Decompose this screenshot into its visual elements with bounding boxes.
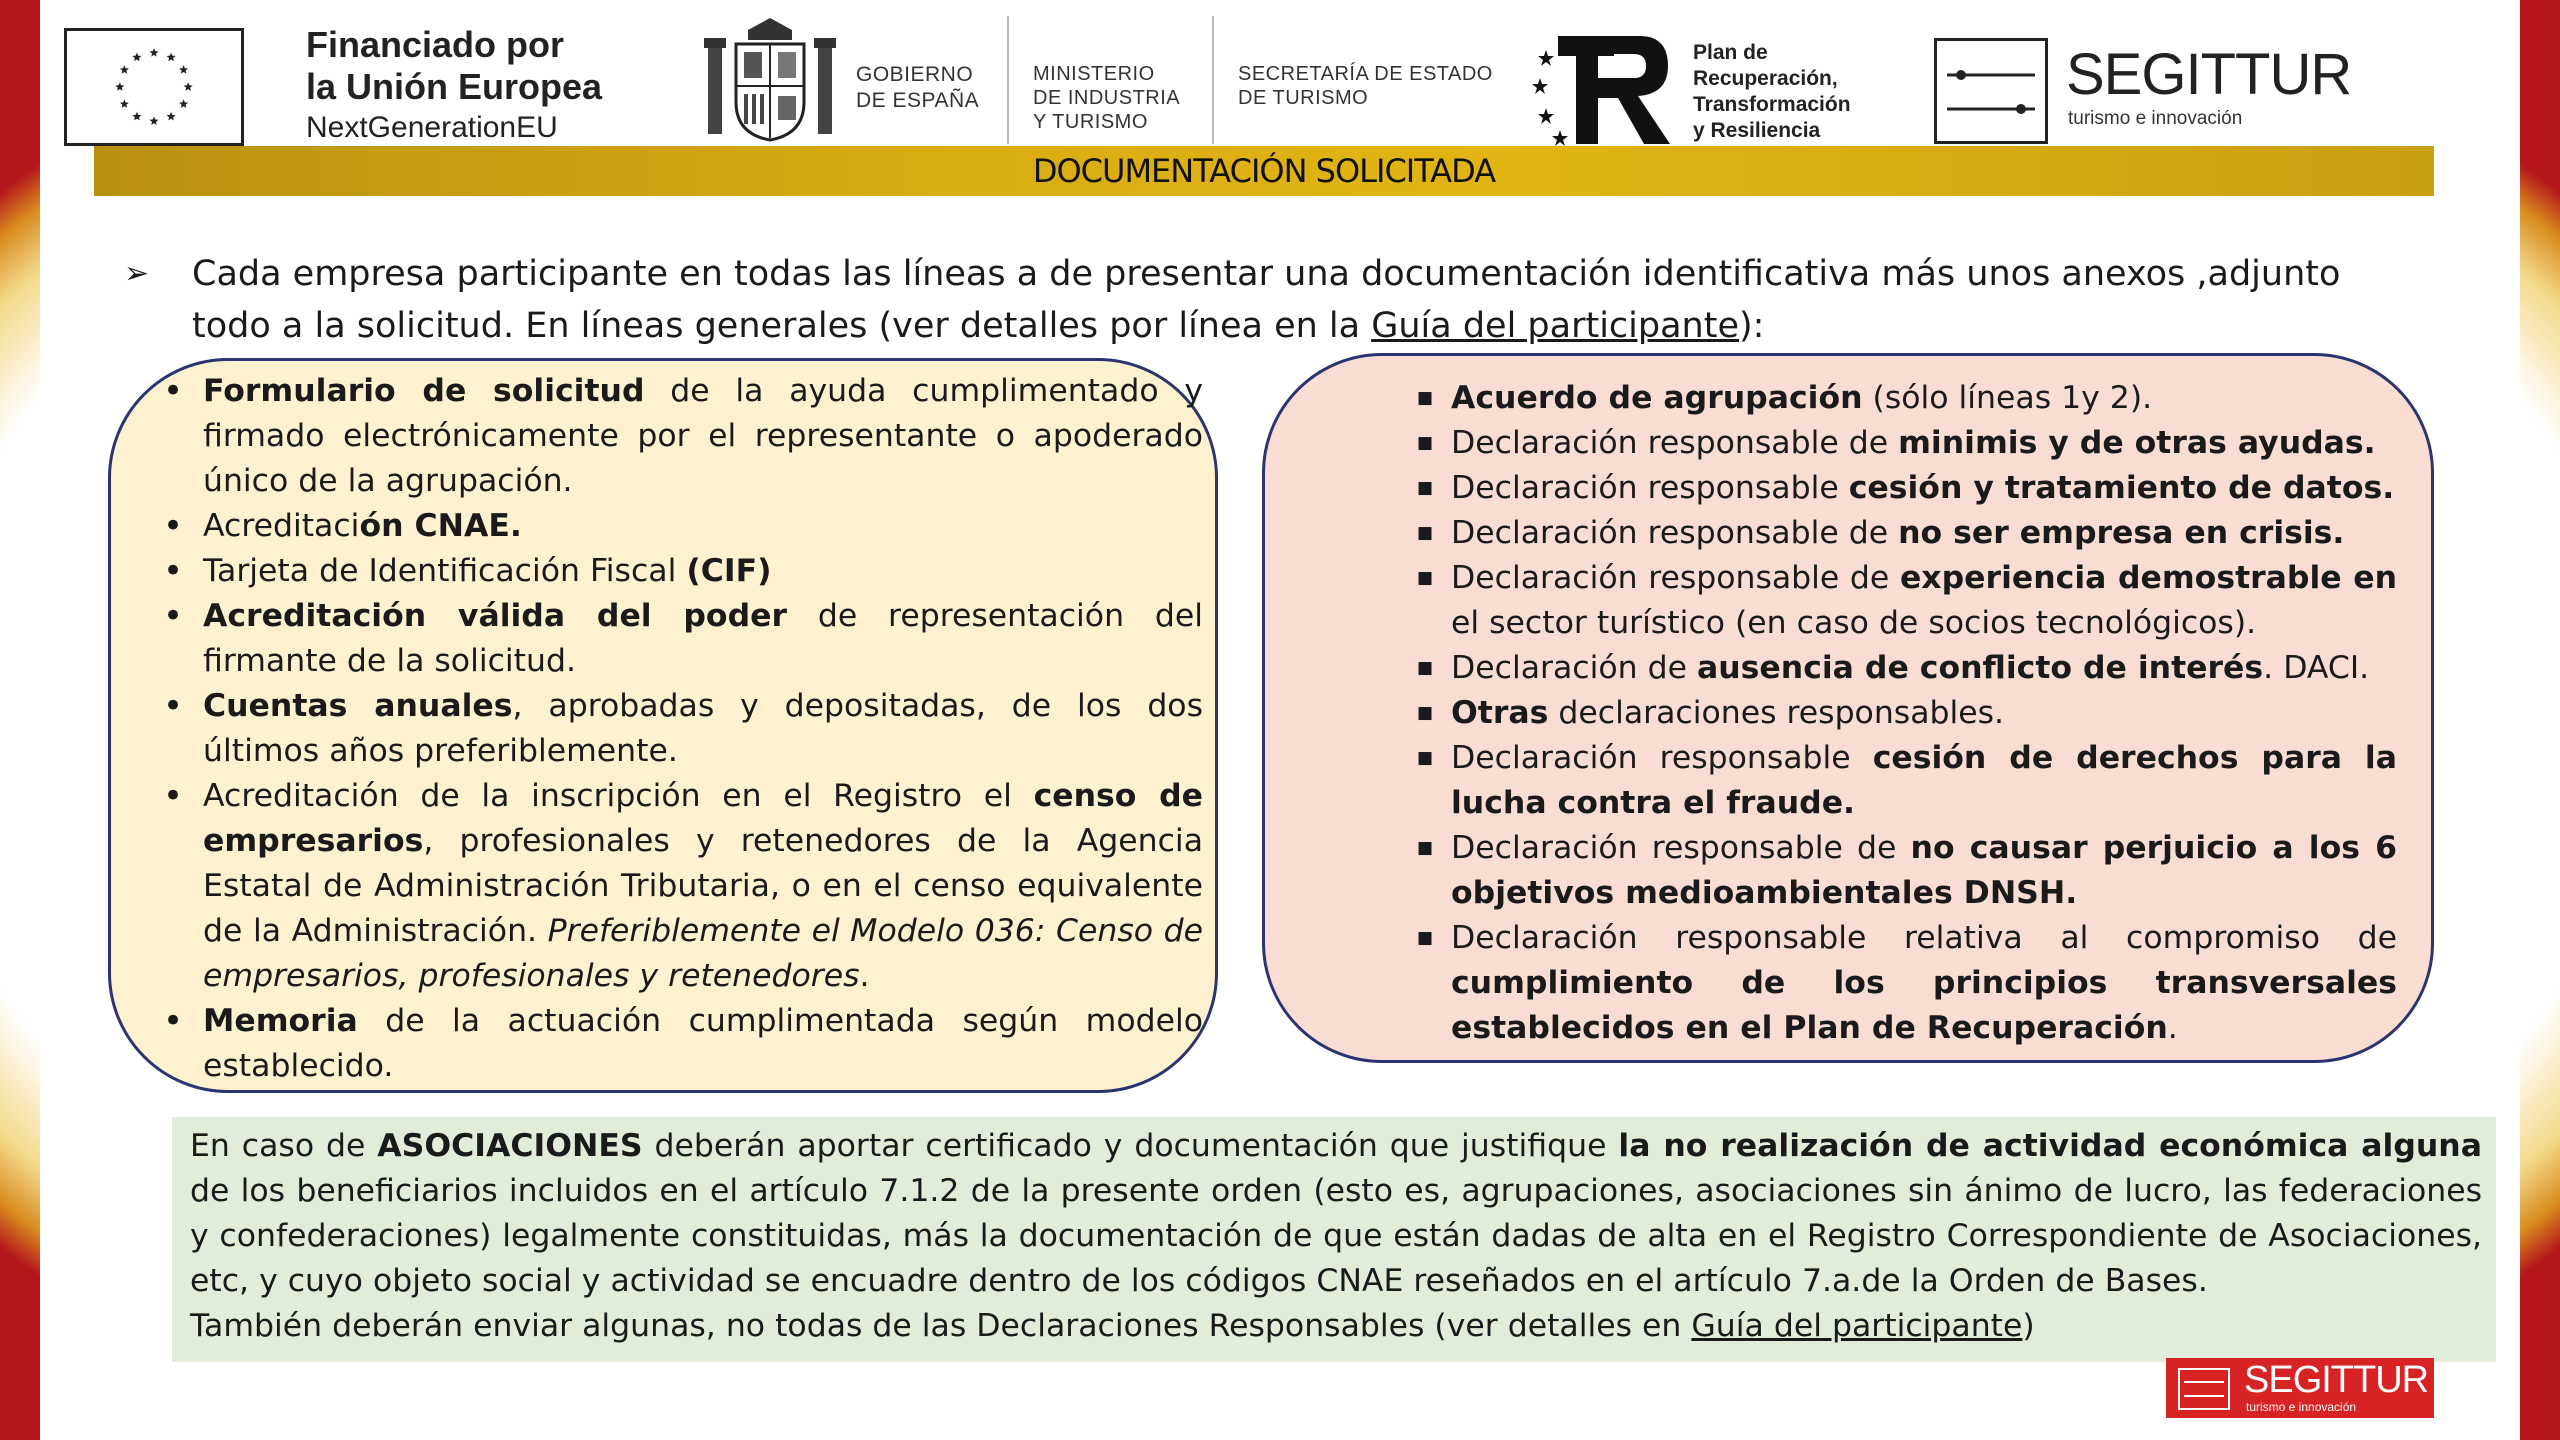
item-text: de la ayuda cumplimentado y firmado electrónicamente por el representante o apoderado único de la agrupación. — [203, 373, 1203, 499]
divider — [1007, 16, 1009, 144]
item-bold-text: (CIF) — [686, 553, 772, 589]
segittur-tagline: turismo e innovación — [2068, 108, 2243, 129]
item-text: Declaración responsable de — [1451, 560, 1900, 596]
eu-line-3: NextGenerationEU — [306, 111, 558, 144]
plan-line-3: Transformación — [1693, 93, 1851, 116]
item-text: , aprobadas y depositadas, de los dos últimos años preferiblemente. — [203, 688, 1203, 769]
item-text: Declaración de — [1451, 650, 1697, 686]
item-text: de representación del firmante de la solicitud. — [203, 598, 1203, 679]
item-bold-text: ausencia de conflicto de interés — [1696, 650, 2264, 686]
plan-line-1: Plan de — [1693, 41, 1768, 64]
segittur-footer-badge — [2166, 1358, 2434, 1418]
item-text: Declaración responsable de — [1451, 425, 1899, 461]
note-paragraph — [190, 1304, 2482, 1349]
eu-star-icon — [132, 112, 141, 121]
item-bold-text: experiencia demostrable en — [1899, 560, 2397, 596]
gobierno-text — [856, 62, 979, 114]
item-text: Tarjeta de Identificación Fiscal — [203, 553, 687, 589]
item-italic-text: Preferiblemente el Modelo 036: Censo de empresarios, profesionales y retenedores — [203, 913, 1203, 994]
item-bold-text: Formulario de solicitud — [203, 373, 645, 409]
item-bold-text: Otras — [1451, 695, 1549, 731]
item-text: Declaración responsable relativa al compromiso de — [1451, 920, 2397, 956]
page-title: DOCUMENTACIÓN SOLICITADA — [1032, 152, 1496, 190]
eu-star-icon — [115, 82, 124, 91]
list-item — [1451, 466, 2397, 511]
item-text: de la actuación cumplimentada según modelo establecido. — [203, 1003, 1203, 1084]
plan-recuperacion-text — [1693, 40, 1851, 144]
intro-text — [192, 248, 2424, 352]
declarations-list — [1451, 376, 2397, 1051]
declarations-box — [1262, 353, 2434, 1063]
list-item — [1451, 511, 2397, 556]
ministerio-line-1: MINISTERIO — [1033, 63, 1155, 85]
arrow-bullet-icon: ➢ — [124, 256, 150, 291]
item-text: declaraciones responsables. — [1548, 695, 2005, 731]
note-text: ) — [2022, 1308, 2035, 1344]
list-item — [1451, 916, 2397, 1051]
eu-star-icon — [179, 99, 188, 108]
list-item — [203, 369, 1203, 504]
badge-name: SEGITTUR — [2244, 1359, 2429, 1401]
segittur-logo-icon — [1934, 38, 2048, 144]
divider — [1212, 16, 1214, 144]
item-text: Declaración responsable de — [1451, 830, 1911, 866]
eu-star-icon — [120, 65, 129, 74]
eu-star-icon — [167, 53, 176, 62]
item-bold-text: cesión de derechos para la lucha contra el fraude. — [1451, 740, 2397, 821]
guia-participante-link[interactable]: Guía del participante — [1691, 1308, 2023, 1344]
item-text: (sólo líneas 1y 2). — [1862, 380, 2153, 416]
list-item — [203, 999, 1203, 1089]
note-bold-text: la no realización de actividad económica alguna — [1618, 1128, 2482, 1164]
coat-of-arms-icon — [700, 16, 840, 146]
item-text: . DACI. — [2263, 650, 2370, 686]
eu-funding-text — [306, 24, 602, 146]
intro-paragraph — [124, 248, 2424, 352]
eu-star-icon — [120, 99, 129, 108]
list-item — [203, 594, 1203, 684]
item-text: Acreditación de la inscripción en el Registro el — [203, 778, 1034, 814]
note-text: También deberán enviar algunas, no todas de las Declaraciones Responsables (ver detalles en — [190, 1308, 1692, 1344]
secretaria-line-1: SECRETARÍA DE ESTADO — [1238, 63, 1493, 85]
required-documents-list — [203, 369, 1203, 1089]
badge-tagline: turismo e innovación — [2246, 1400, 2357, 1414]
plan-recuperacion-logo-icon — [1530, 32, 1680, 148]
note-text: deberán aportar certificado y documentación que justifique — [642, 1128, 1619, 1164]
note-bold-text: ASOCIACIONES — [377, 1128, 643, 1164]
item-bold-text: Cuentas anuales — [203, 688, 513, 724]
intro-text-part: ): — [1739, 306, 1765, 346]
segittur-badge-icon — [2178, 1368, 2230, 1410]
list-item — [203, 549, 1203, 594]
item-bold-text: minimis y de otras ayudas. — [1898, 425, 2376, 461]
note-paragraph — [190, 1124, 2482, 1304]
guia-participante-link[interactable]: Guía del participante — [1371, 306, 1739, 346]
item-text: , profesionales y retenedores de la Agencia Estatal de Administración Tributaria, o en el censo equivalente de la Administración. — [203, 823, 1203, 949]
required-documents-box — [108, 358, 1218, 1093]
list-item — [203, 504, 1203, 549]
item-text: . — [859, 958, 870, 994]
ministerio-text — [1033, 62, 1180, 134]
item-bold-text: ón CNAE. — [359, 508, 522, 544]
note-text: En caso de — [190, 1128, 378, 1164]
item-bold-text: Acreditación válida del poder — [203, 598, 788, 634]
list-item — [1451, 421, 2397, 466]
item-text: Declaración responsable — [1451, 740, 1873, 776]
intro-text-part: Cada empresa participante en todas las líneas a de presentar una documentación identificativa más unos anexos ,adjunto todo a la solicitud. En líneas generales (ver detalles por línea en la — [192, 254, 2341, 346]
associations-note — [172, 1117, 2496, 1362]
list-item — [1451, 691, 2397, 736]
item-bold-text: no ser empresa en crisis. — [1898, 515, 2345, 551]
list-item — [1451, 736, 2397, 826]
list-item — [1451, 376, 2397, 421]
item-text: el sector turístico (en caso de socios tecnológicos). — [1451, 605, 2257, 641]
list-item — [203, 774, 1203, 999]
eu-star-icon — [179, 65, 188, 74]
plan-line-2: Recuperación, — [1693, 67, 1838, 90]
secretaria-text — [1238, 62, 1493, 110]
note-text: de los beneficiarios incluidos en el artículo 7.1.2 de la presente orden (esto es, agrupaciones, asociaciones sin ánimo de lucro, las federaciones y confederaciones) legalmente constituidas, más la documentación de que están dadas de alta en el Registro Correspondiente de Asociaciones, etc, y cuyo objeto social y actividad se encuadre dentro de los códigos CNAE reseñados en el artículo 7.a.de la Orden de Bases. — [190, 1173, 2482, 1299]
eu-star-icon — [149, 116, 158, 125]
list-item — [203, 684, 1203, 774]
ministerio-line-2: DE INDUSTRIA — [1033, 87, 1181, 109]
eu-flag-logo — [64, 28, 244, 146]
eu-star-icon — [184, 82, 193, 91]
item-bold-text: cesión y tratamiento de datos. — [1848, 470, 2395, 506]
item-bold-text: no causar perjuicio a los 6 objetivos medioambientales DNSH. — [1451, 830, 2398, 911]
item-text: . — [2167, 1010, 2178, 1046]
eu-star-icon — [132, 53, 141, 62]
title-bar — [94, 146, 2434, 196]
secretaria-line-2: DE TURISMO — [1238, 87, 1369, 109]
segittur-name: SEGITTUR — [2066, 42, 2352, 107]
item-bold-text: Memoria — [203, 1003, 358, 1039]
list-item — [1451, 646, 2397, 691]
eu-star-icon — [149, 48, 158, 57]
plan-line-4: y Resiliencia — [1693, 119, 1821, 142]
list-item — [1451, 826, 2397, 916]
eu-star-icon — [167, 112, 176, 121]
eu-stars-icon — [67, 31, 241, 143]
eu-line-2: la Unión Europea — [306, 66, 603, 107]
item-text: Declaración responsable de — [1451, 515, 1899, 551]
item-bold-text: censo de empresarios — [203, 778, 1203, 859]
item-text: Acreditaci — [203, 508, 360, 544]
item-text: Declaración responsable — [1451, 470, 1849, 506]
ministerio-line-3: Y TURISMO — [1033, 111, 1148, 133]
list-item — [1451, 556, 2397, 646]
eu-line-1: Financiado por — [306, 24, 565, 65]
gobierno-line-1: GOBIERNO — [856, 63, 974, 86]
item-bold-text: cumplimiento de los principios transversales establecidos en el Plan de Recuperación — [1451, 965, 2397, 1046]
item-bold-text: Acuerdo de agrupación — [1451, 380, 1863, 416]
gobierno-line-2: DE ESPAÑA — [856, 89, 980, 112]
